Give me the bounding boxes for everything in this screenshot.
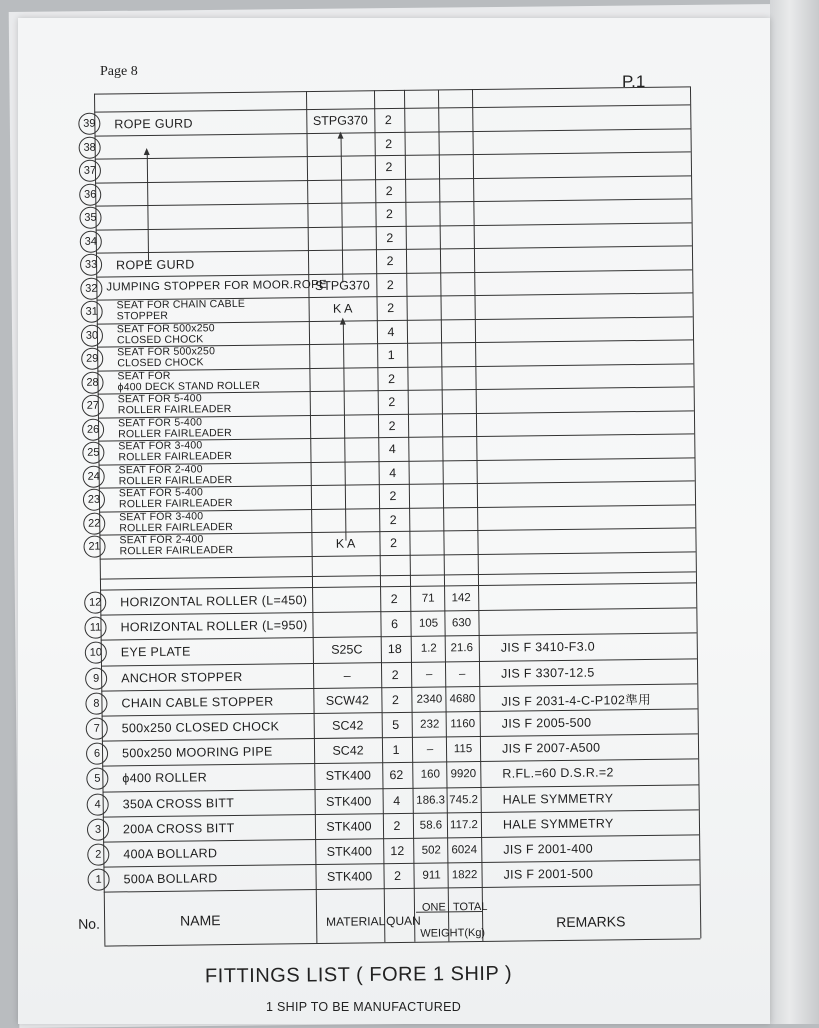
item-quantity: 4 bbox=[387, 324, 395, 339]
item-remarks: HALE SYMMETRY bbox=[502, 790, 614, 807]
item-number: 38 bbox=[79, 136, 101, 158]
item-name: 500x250 MOORING PIPE bbox=[121, 744, 273, 761]
item-total-weight: 117.2 bbox=[449, 818, 479, 832]
item-material: K A bbox=[332, 301, 353, 316]
item-total-weight: 630 bbox=[451, 617, 472, 630]
item-quantity: 2 bbox=[386, 230, 394, 245]
item-number: 21 bbox=[83, 536, 105, 558]
item-name-line2: CLOSED CHOCK bbox=[116, 332, 204, 346]
item-unit-weight: 911 bbox=[422, 869, 441, 882]
item-quantity: 2 bbox=[389, 488, 397, 504]
header-total: TOTAL bbox=[452, 900, 488, 914]
item-name: ROPE GURD bbox=[114, 116, 193, 132]
item-quantity: 2 bbox=[385, 183, 393, 198]
item-material: – bbox=[343, 668, 351, 683]
item-quantity: 2 bbox=[384, 113, 392, 128]
item-name-line2: ROLLER FAIRLEADER bbox=[119, 520, 234, 534]
item-name bbox=[117, 346, 215, 369]
item-material: STK400 bbox=[326, 819, 372, 834]
item-name bbox=[118, 440, 232, 463]
item-number: 23 bbox=[83, 489, 105, 511]
document-title: FITTINGS LIST ( FORE 1 SHIP ) bbox=[204, 962, 513, 988]
item-remarks: JIS F 3410-F3.0 bbox=[500, 639, 596, 656]
item-name: 400A BOLLARD bbox=[123, 846, 218, 862]
item-number: 30 bbox=[81, 324, 103, 346]
item-total-weight: 115 bbox=[453, 743, 473, 756]
table-rule bbox=[104, 939, 700, 947]
item-number: 11 bbox=[84, 617, 106, 639]
item-quantity: 2 bbox=[387, 371, 396, 386]
item-number: 9 bbox=[85, 667, 107, 689]
sheet-number-label: P.1 bbox=[622, 72, 646, 91]
item-material: SC42 bbox=[332, 743, 364, 758]
item-quantity: 1 bbox=[387, 348, 395, 363]
ditto-arrow-left-head bbox=[144, 148, 150, 155]
item-total-weight: 6024 bbox=[451, 844, 478, 857]
item-quantity: 2 bbox=[389, 512, 397, 527]
item-name: ϕ400 ROLLER bbox=[122, 770, 208, 786]
item-quantity: 2 bbox=[385, 136, 393, 151]
item-material bbox=[316, 617, 376, 618]
item-name-line2: ROLLER FAIRLEADER bbox=[118, 449, 233, 464]
item-name: 500A BOLLARD bbox=[123, 871, 218, 887]
item-total-weight: 142 bbox=[451, 592, 471, 605]
item-total-weight: 21.6 bbox=[450, 642, 474, 655]
item-name-line1: SEAT FOR 3-400 bbox=[119, 509, 204, 523]
item-unit-weight: 105 bbox=[418, 617, 439, 630]
item-number: 2 bbox=[87, 844, 109, 866]
item-unit-weight: – bbox=[426, 743, 434, 756]
item-name: CHAIN CABLE STOPPER bbox=[121, 694, 274, 711]
item-name-line2: ROLLER FAIRLEADER bbox=[119, 543, 234, 558]
item-quantity: 12 bbox=[390, 843, 405, 859]
item-name-line1: SEAT FOR 5-400 bbox=[118, 486, 204, 500]
item-quantity: 6 bbox=[390, 617, 399, 632]
item-name-line2: ϕ400 DECK STAND ROLLER bbox=[117, 379, 261, 393]
item-total-weight: 745.2 bbox=[449, 793, 479, 806]
item-quantity: 2 bbox=[391, 692, 399, 707]
item-name-line1: SEAT FOR 5-400 bbox=[117, 415, 203, 429]
item-name-line1: SEAT FOR 500x250 bbox=[117, 345, 216, 359]
binder-edge bbox=[770, 0, 819, 1024]
item-total-weight: 9920 bbox=[450, 768, 477, 781]
item-number: 27 bbox=[82, 395, 104, 417]
item-name-line2: ROLLER FAIRLEADER bbox=[118, 426, 232, 440]
item-remarks: JIS F 2001-500 bbox=[503, 866, 594, 882]
item-number: 29 bbox=[81, 348, 103, 370]
item-name bbox=[117, 323, 215, 346]
ditto-arrow-material-lower-head bbox=[340, 318, 346, 325]
document-subtitle: 1 SHIP TO BE MANUFACTURED bbox=[266, 1000, 462, 1014]
item-number: 12 bbox=[84, 592, 106, 614]
item-number: 24 bbox=[83, 465, 105, 487]
item-quantity: 2 bbox=[387, 301, 395, 316]
item-name bbox=[118, 417, 232, 440]
item-total-weight: 4680 bbox=[449, 692, 476, 706]
item-unit-weight: 186.3 bbox=[416, 794, 446, 807]
item-name bbox=[117, 299, 246, 323]
item-number: 10 bbox=[85, 642, 107, 664]
item-name-line1: SEAT FOR CHAIN CABLE bbox=[116, 297, 246, 312]
item-name-line1: SEAT FOR 2-400 bbox=[119, 533, 204, 547]
item-quantity: 2 bbox=[388, 418, 396, 433]
item-unit-weight: 2340 bbox=[416, 693, 443, 706]
item-material: STK400 bbox=[326, 844, 372, 859]
item-material: SC42 bbox=[332, 718, 364, 733]
item-quantity: 2 bbox=[385, 207, 394, 222]
item-quantity: 2 bbox=[390, 591, 398, 607]
header-weight: WEIGHT(Kg) bbox=[420, 926, 486, 940]
header-remarks: REMARKS bbox=[556, 913, 626, 931]
item-number: 6 bbox=[86, 743, 108, 765]
item-name bbox=[119, 510, 233, 533]
item-remarks: R.FL.=60 D.S.R.=2 bbox=[502, 765, 614, 782]
item-number: 36 bbox=[79, 183, 101, 205]
item-name: 500x250 CLOSED CHOCK bbox=[121, 719, 280, 736]
item-name: ROPE GURD bbox=[116, 257, 195, 273]
item-material bbox=[316, 592, 376, 593]
item-unit-weight: 71 bbox=[421, 592, 435, 605]
item-quantity: 2 bbox=[394, 869, 402, 884]
item-quantity: 18 bbox=[387, 642, 402, 657]
item-name: ANCHOR STOPPER bbox=[121, 669, 243, 685]
item-number: 26 bbox=[82, 418, 104, 440]
item-material: STPG370 bbox=[314, 277, 370, 293]
item-unit-weight: 58.6 bbox=[419, 819, 443, 832]
item-name bbox=[119, 463, 233, 486]
item-name-line1: SEAT FOR 3-400 bbox=[118, 439, 203, 453]
item-material: STPG370 bbox=[312, 113, 368, 128]
item-name bbox=[118, 393, 232, 416]
header-quan: QUAN bbox=[386, 913, 421, 929]
item-unit-weight: 1.2 bbox=[420, 642, 437, 656]
item-number: 37 bbox=[79, 160, 101, 182]
table-rule bbox=[100, 571, 696, 579]
item-remarks: JIS F 2005-500 bbox=[501, 715, 592, 731]
item-quantity: 2 bbox=[393, 818, 401, 833]
item-number: 1 bbox=[87, 869, 109, 891]
item-quantity: 2 bbox=[385, 160, 393, 175]
item-remarks: JIS F 2031-4-C-P102準用 bbox=[501, 692, 651, 709]
item-name-line2: ROLLER FAIRLEADER bbox=[118, 473, 233, 487]
item-quantity: 4 bbox=[388, 441, 396, 457]
item-number: 25 bbox=[82, 442, 104, 464]
ditto-arrow-material-upper-head bbox=[337, 132, 343, 139]
item-remarks: HALE SYMMETRY bbox=[502, 816, 614, 832]
header-material: MATERIAL bbox=[326, 914, 386, 929]
item-quantity: 5 bbox=[392, 717, 400, 733]
item-remarks: JIS F 3307-12.5 bbox=[501, 665, 595, 681]
item-unit-weight: 160 bbox=[420, 768, 441, 782]
item-name bbox=[117, 369, 260, 393]
item-remarks: JIS F 2001-400 bbox=[503, 841, 594, 857]
item-total-weight: 1160 bbox=[450, 718, 476, 731]
item-number: 22 bbox=[83, 512, 105, 534]
item-number: 4 bbox=[87, 793, 109, 815]
item-name: EYE PLATE bbox=[120, 644, 191, 660]
item-unit-weight: 232 bbox=[420, 718, 440, 731]
item-name bbox=[119, 487, 233, 510]
item-quantity: 62 bbox=[389, 768, 404, 783]
item-name-line1: SEAT FOR 5-400 bbox=[117, 392, 202, 406]
item-number: 34 bbox=[80, 230, 102, 252]
item-name-line2: ROLLER FAIRLEADER bbox=[117, 403, 232, 417]
item-number: 28 bbox=[81, 371, 103, 393]
item-name-line1: SEAT FOR 2-400 bbox=[118, 462, 203, 476]
item-number: 7 bbox=[86, 718, 108, 740]
item-name-line2: CLOSED CHOCK bbox=[117, 356, 204, 370]
item-unit-weight: – bbox=[425, 668, 433, 681]
item-remarks: JIS F 2007-A500 bbox=[501, 740, 601, 756]
item-quantity: 4 bbox=[389, 465, 397, 480]
item-quantity: 2 bbox=[388, 395, 396, 410]
item-name: 200A CROSS BITT bbox=[122, 820, 235, 837]
item-material: STK400 bbox=[326, 869, 373, 885]
item-number: 32 bbox=[80, 277, 102, 299]
item-material: K A bbox=[335, 536, 356, 551]
item-material: SCW42 bbox=[325, 693, 370, 708]
item-quantity: 2 bbox=[391, 667, 399, 682]
item-unit-weight: 502 bbox=[421, 844, 441, 857]
item-number: 35 bbox=[79, 207, 101, 229]
item-total-weight: – bbox=[458, 667, 466, 680]
item-name-line1: SEAT FOR bbox=[117, 369, 171, 382]
item-name-line2: ROLLER FAIRLEADER bbox=[118, 496, 233, 511]
item-name: JUMPING STOPPER FOR MOOR.ROPE bbox=[106, 278, 328, 294]
header-no: No. bbox=[78, 915, 101, 932]
item-quantity: 2 bbox=[389, 535, 398, 551]
item-number: 3 bbox=[87, 818, 109, 840]
item-name bbox=[119, 534, 233, 557]
item-number: 5 bbox=[86, 768, 108, 790]
item-material: S25C bbox=[331, 642, 363, 658]
item-name-line2: STOPPER bbox=[116, 309, 169, 323]
item-name-line1: SEAT FOR 500x250 bbox=[116, 321, 215, 335]
item-quantity: 4 bbox=[393, 793, 401, 808]
item-name: 350A CROSS BITT bbox=[122, 795, 235, 811]
item-quantity: 1 bbox=[392, 743, 400, 758]
item-number: 39 bbox=[78, 113, 100, 135]
page-number-label: Page 8 bbox=[100, 64, 138, 79]
header-one: ONE bbox=[421, 901, 446, 914]
fittings-table bbox=[66, 86, 700, 954]
item-name: HORIZONTAL ROLLER (L=450) bbox=[120, 593, 308, 610]
item-total-weight: 1822 bbox=[451, 869, 478, 882]
header-name: NAME bbox=[180, 912, 221, 929]
item-quantity: 2 bbox=[386, 254, 394, 269]
item-number: 33 bbox=[80, 254, 102, 276]
item-number: 8 bbox=[85, 692, 107, 714]
item-number: 31 bbox=[81, 301, 103, 323]
item-material: STK400 bbox=[325, 793, 372, 809]
item-material: STK400 bbox=[325, 768, 372, 784]
item-name: HORIZONTAL ROLLER (L=950) bbox=[120, 618, 308, 635]
item-quantity: 2 bbox=[386, 277, 394, 292]
